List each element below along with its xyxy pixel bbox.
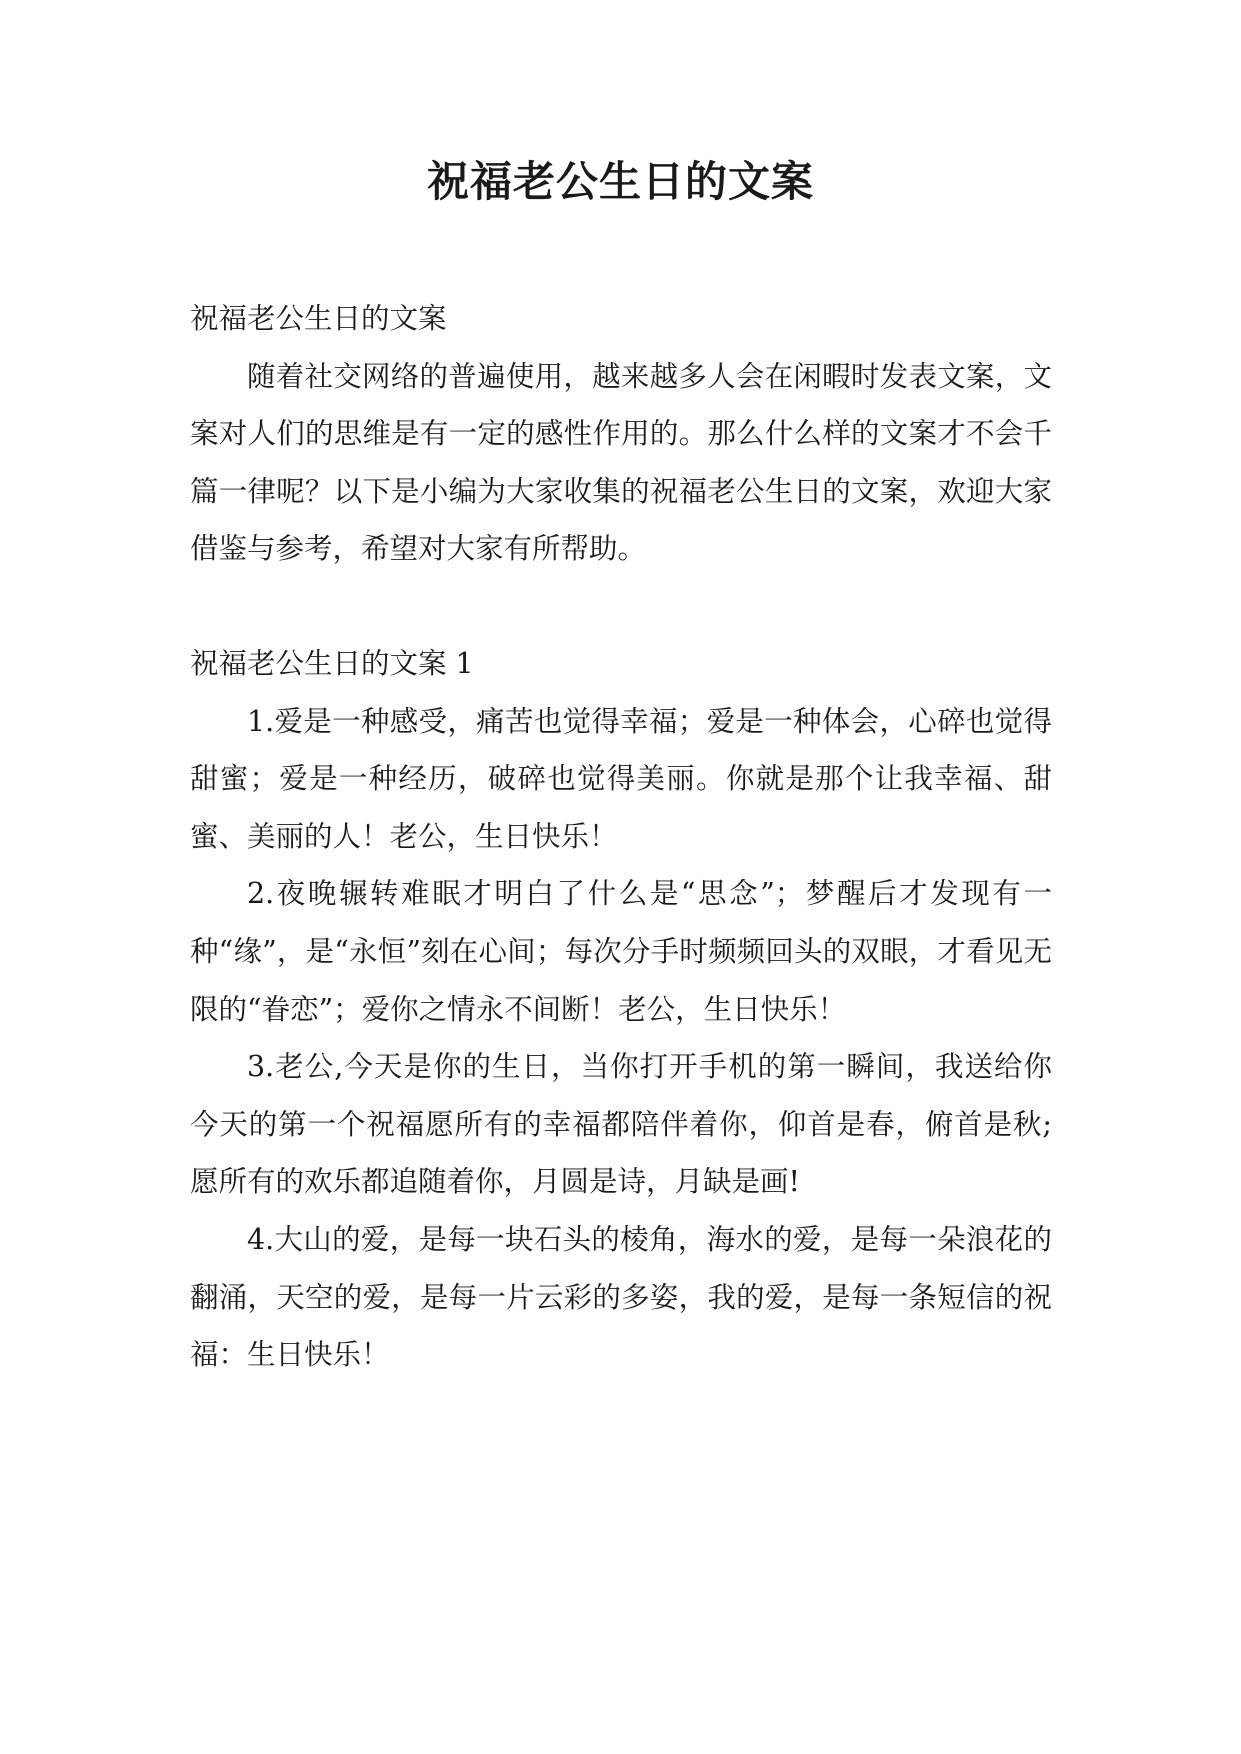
page-title: 祝福老公生日的文案 [426,157,814,206]
section-spacer [190,578,1052,635]
list-item: 2.夜晚辗转难眠才明白了什么是“思念”；梦醒后才发现有一种“缘”，是“永恒”刻在心间；每次分手时频频回头的双眼，才看见无限的“眷恋”；爱你之情永不间断！老公，生日快乐！ [190,877,1052,1026]
list-item: 4.大山的爱，是每一块石头的棱角，海水的爱，是每一朵浪花的翻涌，天空的爱，是每一片云彩的多姿，我的爱，是每一条短信的祝福：生日快乐！ [190,1222,1052,1372]
section-heading: 祝福老公生日的文案 1 [190,646,474,680]
list-item: 1.爱是一种感受，痛苦也觉得幸福；爱是一种体会，心碎也觉得甜蜜；爱是一种经历，破碎也觉得美丽。你就是那个让我幸福、甜蜜、美丽的人！老公，生日快乐！ [190,704,1052,853]
document-body [190,290,1052,1384]
list-item: 3.老公,今天是你的生日，当你打开手机的第一瞬间，我送给你今天的第一个祝福愿所有的幸福都陪伴着你，仰首是春，俯首是秋;愿所有的欢乐都追随着你，月圆是诗，月缺是画! [190,1050,1052,1199]
document-subtitle: 祝福老公生日的文案 [190,302,447,335]
intro-paragraph: 随着社交网络的普遍使用，越来越多人会在闲暇时发表文案，文案对人们的思维是有一定的感性作用的。那么什么样的文案才不会千篇一律呢？以下是小编为大家收集的祝福老公生日的文案，欢迎大家借鉴与参考，希望对大家有所帮助。 [190,359,1052,566]
